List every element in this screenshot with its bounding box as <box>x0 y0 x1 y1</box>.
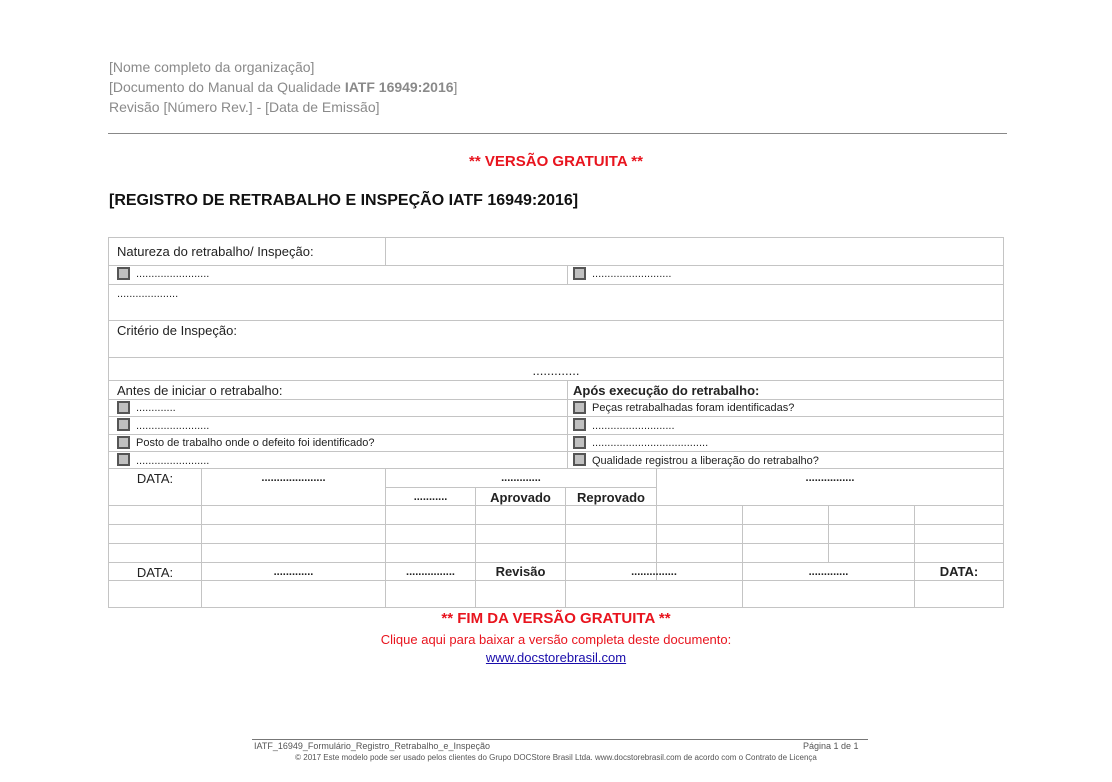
grid-line <box>108 434 1004 435</box>
table2-header-5: ............... <box>631 566 677 578</box>
checkbox-apos-1[interactable] <box>573 401 586 414</box>
grid-line <box>108 505 1004 506</box>
form-title: [REGISTRO DE RETRABALHO E INSPEÇÃO IATF 16949:2016] <box>109 192 579 209</box>
data-header-1: DATA: <box>136 471 174 486</box>
grid-line <box>1003 237 1004 608</box>
grid-line <box>567 380 568 468</box>
download-link[interactable]: www.docstorebrasil.com <box>485 650 627 665</box>
download-link-wrap <box>0 650 1112 665</box>
download-cta[interactable]: Clique aqui para baixar a versão completa deste documento: <box>380 632 732 647</box>
table1-sub1-header: ........... <box>413 491 448 503</box>
table2-header-6: ............. <box>808 566 849 578</box>
grid-line <box>108 284 1004 285</box>
table1-col2-header: ..................... <box>261 472 326 484</box>
grid-line <box>108 265 1004 266</box>
checkbox-antes-4[interactable] <box>117 453 130 466</box>
grid-line <box>108 451 1004 452</box>
revisao-header: Revisão <box>495 564 546 579</box>
checkbox-antes-2[interactable] <box>117 418 130 431</box>
table2-header-2: ............. <box>273 566 314 578</box>
antes-item-1: ............. <box>136 402 176 414</box>
grid-line <box>201 468 202 608</box>
grid-line <box>108 524 1004 525</box>
checkbox-apos-2[interactable] <box>573 418 586 431</box>
option-right-label: .......................... <box>592 268 672 280</box>
antes-item-2: ........................ <box>136 420 210 432</box>
apos-item-2: ........................... <box>592 420 675 432</box>
grid-line <box>828 505 829 562</box>
doc-prefix: [Documento do Manual da Qualidade <box>109 79 345 95</box>
grid-line <box>385 487 657 488</box>
grid-line <box>108 237 109 608</box>
grid-line <box>565 487 566 608</box>
table2-header-3: ................ <box>406 566 455 578</box>
free-version-banner: ** VERSÃO GRATUITA ** <box>469 153 643 170</box>
grid-line <box>108 357 1004 358</box>
footer-filename: IATF_16949_Formulário_Registro_Retrabalho_e_Inspeção <box>254 741 490 751</box>
checkbox-option-left[interactable] <box>117 267 130 280</box>
natureza-label: Natureza do retrabalho/ Inspeção: <box>117 244 314 259</box>
antes-label: Antes de iniciar o retrabalho: <box>117 383 283 398</box>
aprovado-header: Aprovado <box>490 490 551 505</box>
data-header-2: DATA: <box>136 565 174 580</box>
apos-label: Após execução do retrabalho: <box>573 383 760 398</box>
doc-name <box>109 77 457 97</box>
grid-line <box>567 265 568 284</box>
table1-right-group-header: ................ <box>805 472 855 484</box>
checkbox-apos-4[interactable] <box>573 453 586 466</box>
apos-item-1: Peças retrabalhadas foram identificadas? <box>592 402 795 414</box>
table1-group-header: ............. <box>501 472 541 484</box>
antes-item-3: Posto de trabalho onde o defeito foi identificado? <box>136 437 375 449</box>
grid-line <box>385 468 386 608</box>
footer-page-number: Página 1 de 1 <box>803 741 859 751</box>
doc-standard: IATF 16949:2016 <box>344 79 454 95</box>
grid-line <box>475 487 476 608</box>
grid-line <box>108 468 1004 469</box>
grid-line <box>742 505 743 608</box>
grid-line <box>656 468 657 580</box>
grid-line <box>108 562 1004 563</box>
grid-line <box>108 416 1004 417</box>
checkbox-apos-3[interactable] <box>573 436 586 449</box>
reprovado-header: Reprovado <box>577 490 645 505</box>
apos-item-4: Qualidade registrou a liberação do retrabalho? <box>592 455 819 467</box>
apos-item-3: ...................................... <box>592 437 709 449</box>
grid-line <box>108 580 1004 581</box>
grid-line <box>914 505 915 608</box>
footer-divider <box>252 739 868 740</box>
grid-line <box>108 399 1004 400</box>
doc-suffix: ] <box>453 79 458 95</box>
checkbox-antes-3[interactable] <box>117 436 130 449</box>
data-header-3: DATA: <box>939 564 979 579</box>
dots-field: .................... <box>117 288 179 300</box>
org-name: [Nome completo da organização] <box>109 59 315 75</box>
end-free-version-banner: ** FIM DA VERSÃO GRATUITA ** <box>441 610 671 627</box>
criterio-dots: ............. <box>532 363 580 378</box>
header-divider <box>108 133 1007 134</box>
grid-line <box>108 380 1004 381</box>
checkbox-option-right[interactable] <box>573 267 586 280</box>
checkbox-antes-1[interactable] <box>117 401 130 414</box>
criterio-input[interactable] <box>109 321 1003 357</box>
antes-item-4: ........................ <box>136 455 210 467</box>
criterio-label: Critério de Inspeção: <box>117 323 237 338</box>
option-left-label: ........................ <box>136 268 210 280</box>
footer-copyright: © 2017 Este modelo pode ser usado pelos clientes do Grupo DOCStore Brasil Ltda. www.docstorebrasil.com de acordo com o Contrato de Licença <box>295 753 817 762</box>
document-header <box>109 57 457 117</box>
revision: Revisão [Número Rev.] - [Data de Emissão] <box>109 99 380 115</box>
grid-line <box>108 543 1004 544</box>
grid-line <box>108 607 1004 608</box>
natureza-input[interactable] <box>386 238 1003 265</box>
